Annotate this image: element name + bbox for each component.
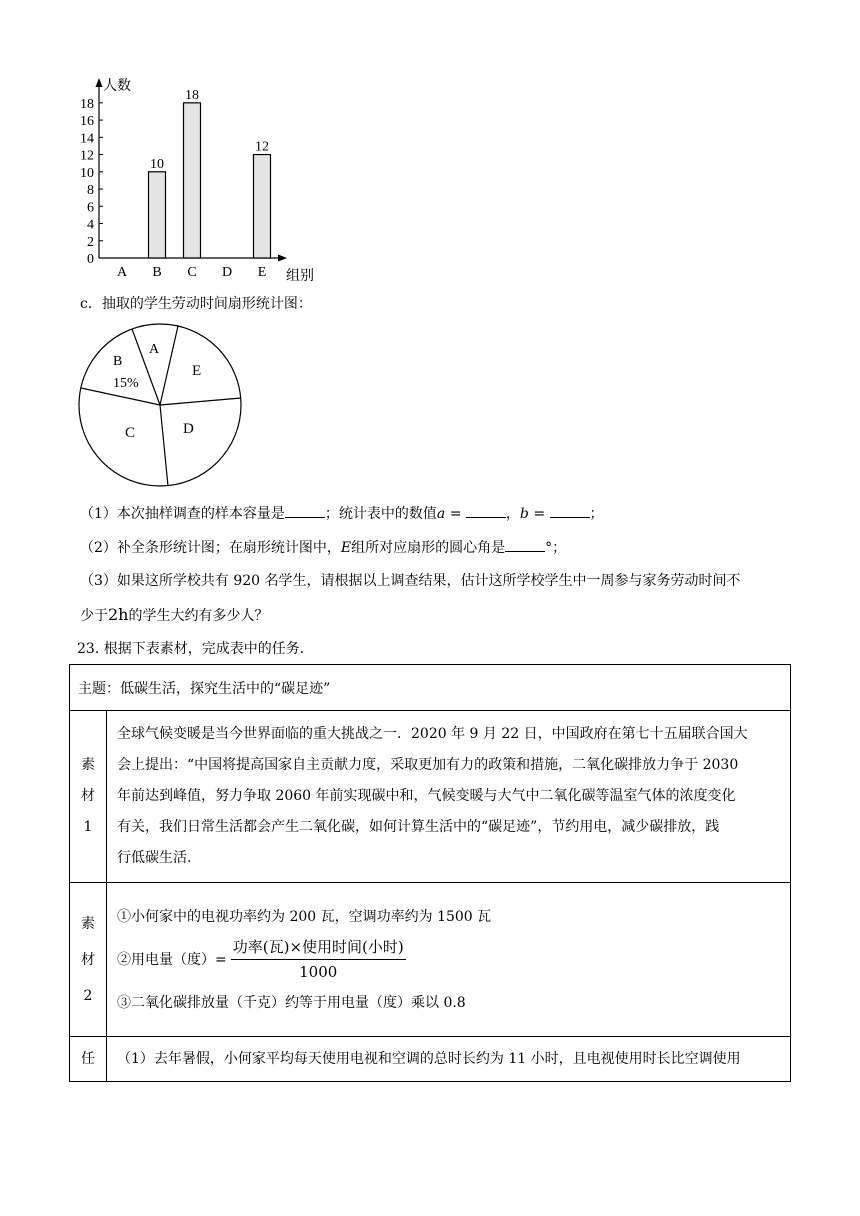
pie-label-d: D xyxy=(183,421,194,437)
pie-label-b: B xyxy=(113,354,123,369)
material-1-line: 年前达到峰值，努力争取 2060 年前实现碳中和，气候变暖与大气中二氧化碳等温室气体的浓度变化 xyxy=(117,788,736,804)
material-1-line: 全球气候变暖是当今世界面临的重大挑战之一．2020 年 9 月 22 日，中国政府在第七十五届联合国大 xyxy=(117,726,748,742)
y-tick-label: 6 xyxy=(87,200,94,216)
bar xyxy=(149,172,166,258)
material-1-label xyxy=(70,711,107,883)
x-tick-label: A xyxy=(116,265,128,280)
y-axis-arrow xyxy=(96,78,103,87)
material-2-line-1: ①小何家中的电视功率约为 200 瓦，空调功率约为 1500 瓦 xyxy=(117,908,492,925)
q1-text-b: ；统计表中的数值 xyxy=(324,506,437,522)
y-tick-label: 18 xyxy=(80,96,94,112)
formula-denominator: 1000 xyxy=(299,963,338,981)
q1-text-c: ， xyxy=(505,506,520,522)
materials-table xyxy=(69,664,791,1082)
material-2-line-3: ③二氧化碳排放量（千克）约等于用电量（度）乘以 0.8 xyxy=(117,994,466,1011)
pie-label-a: A xyxy=(149,342,160,357)
formula-numerator: 功率(瓦)×使用时间(小时) xyxy=(231,935,406,960)
formula-fraction xyxy=(231,935,406,984)
formula-left: ②用电量（度）= xyxy=(117,951,227,968)
material-1-content xyxy=(107,711,791,883)
pie-label-c: C xyxy=(125,425,136,441)
answer-blank[interactable] xyxy=(285,503,325,518)
answer-blank[interactable] xyxy=(466,503,506,518)
bar xyxy=(254,155,271,258)
y-tick-label: 16 xyxy=(80,114,94,130)
x-axis-arrow xyxy=(278,255,287,262)
q1-text-a: （1）本次抽样调查的样本容量是 xyxy=(80,506,285,522)
material-2-line-2 xyxy=(117,932,780,988)
task-label: 任 xyxy=(70,1037,107,1082)
pie-label-e: E xyxy=(192,363,202,379)
label-char: 素 xyxy=(81,915,95,932)
label-char: 材 xyxy=(81,951,95,968)
y-tick-label: 14 xyxy=(80,131,94,147)
q2-text-a: （2）补全条形统计图；在扇形统计图中， xyxy=(80,540,341,556)
task-content: （1）去年暑假，小何家平均每天使用电视和空调的总时长约为 11 小时，且电视使用时长比空调使用 xyxy=(107,1037,791,1082)
y-tick-label: 10 xyxy=(80,165,94,181)
var-e: E xyxy=(340,540,352,556)
material-2-label xyxy=(70,883,107,1037)
question-1 xyxy=(80,503,604,524)
label-char: 素 xyxy=(81,757,95,773)
q3-text-a: 少于 xyxy=(80,608,108,624)
x-tick-label: D xyxy=(221,265,233,280)
question-3-line-2 xyxy=(80,605,268,626)
q2-end: °； xyxy=(545,540,567,556)
y-tick-label: 4 xyxy=(87,217,94,233)
y-axis-label: 人数 xyxy=(103,79,131,94)
material-2-content xyxy=(107,883,791,1037)
x-tick-label: E xyxy=(257,265,267,280)
x-tick-label: B xyxy=(152,265,162,280)
q2-text-b: 组所对应扇形的圆心角是 xyxy=(351,540,506,556)
label-char: 1 xyxy=(83,819,93,835)
material-1-line: 行低碳生活. xyxy=(117,850,192,866)
q1-end: ； xyxy=(589,506,604,522)
q1-eq-2: = xyxy=(528,506,550,522)
answer-blank[interactable] xyxy=(550,503,590,518)
pie-label-b-percent: 15% xyxy=(113,376,139,391)
label-char: 2 xyxy=(83,987,93,1004)
x-axis-label: 组别 xyxy=(286,269,314,284)
q3-text-b: 的学生大约有多少人？ xyxy=(128,608,269,624)
question-2 xyxy=(80,537,566,558)
pie-caption: c．抽取的学生劳动时间扇形统计图： xyxy=(80,296,312,312)
var-b: b xyxy=(519,506,529,522)
y-tick-label: 0 xyxy=(87,252,94,267)
q1-eq-1: = xyxy=(445,506,466,522)
y-tick-label: 2 xyxy=(87,234,94,250)
answer-blank[interactable] xyxy=(505,537,545,552)
bar-data-label: 18 xyxy=(185,87,199,103)
table-header: 主题：低碳生活，探究生活中的“碳足迹” xyxy=(70,665,791,711)
bar-data-label: 10 xyxy=(150,156,164,172)
var-a: a xyxy=(436,506,446,522)
question-23: 23. 根据下表素材，完成表中的任务． xyxy=(77,641,314,657)
material-1-line: 会上提出：“中国将提高国家自主贡献力度，采取更加有力的政策和措施，二氧化碳排放力争于 2030 xyxy=(117,757,739,773)
x-tick-label: C xyxy=(187,265,197,280)
y-tick-label: 8 xyxy=(87,183,94,199)
q3-value: 2h xyxy=(108,605,129,624)
label-char: 材 xyxy=(81,788,95,804)
question-3-line-1: （3）如果这所学校共有 920 名学生，请根据以上调查结果，估计这所学校学生中一周参与家务劳动时间不 xyxy=(80,573,741,589)
y-tick-label: 12 xyxy=(80,148,94,164)
bar xyxy=(184,103,201,258)
pie-chart xyxy=(75,320,245,490)
bar-chart xyxy=(70,70,320,285)
bar-data-label: 12 xyxy=(255,139,269,155)
material-1-line: 有关，我们日常生活都会产生二氧化碳，如何计算生活中的“碳足迹”，节约用电，减少碳排放，践 xyxy=(117,819,720,835)
